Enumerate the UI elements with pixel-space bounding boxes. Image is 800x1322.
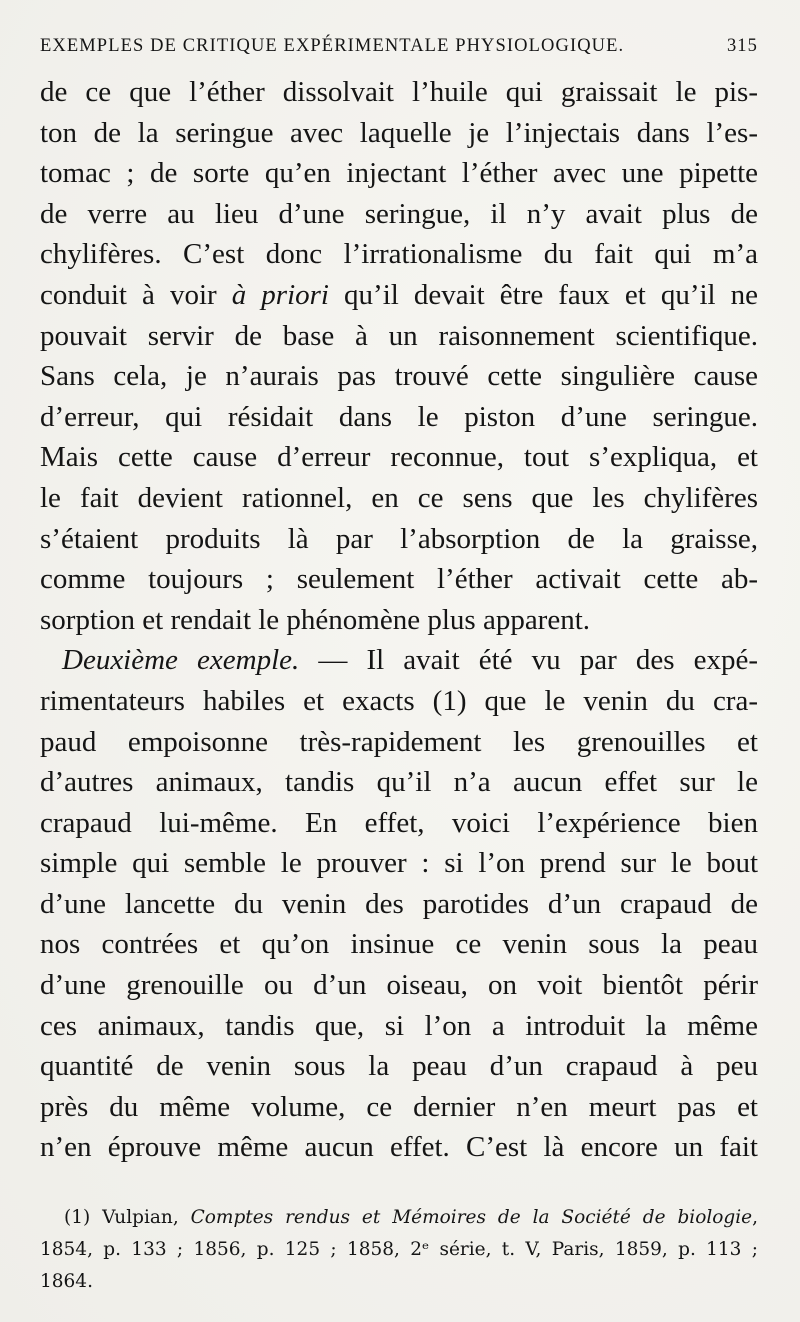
text-line: Mais cette cause d’erreur reconnue, tout s’expliqua, et xyxy=(40,441,758,474)
text-line: nos contrées et qu’on insinue ce venin sous la peau xyxy=(40,928,758,961)
text-line: d’une lancette du venin des parotides d’un crapaud de xyxy=(40,887,758,920)
running-header xyxy=(40,36,758,70)
footnote-line xyxy=(40,1202,758,1234)
text-line: près du même volume, ce dernier n’en meurt pas et xyxy=(40,1090,758,1123)
footnote-line: 1864. xyxy=(40,1271,93,1292)
text-line: ton de la seringue avec laquelle je l’injectais dans l’es- xyxy=(40,116,758,149)
text-segment: — Il avait été vu par des expé- xyxy=(299,644,758,677)
text-line: de ce que l’éther dissolvait l’huile qui graissait le pis- xyxy=(40,76,758,108)
text-line: s’étaient produits là par l’absorption de la graisse, xyxy=(40,522,758,555)
text-line xyxy=(40,640,758,681)
text-line: crapaud lui-même. En effet, voici l’expérience bien xyxy=(40,806,758,839)
text-line: d’erreur, qui résidait dans le piston d’une seringue. xyxy=(40,400,758,433)
text-line: tomac ; de sorte qu’en injectant l’éther avec une pipette xyxy=(40,157,758,190)
section-label: Deuxième exemple. xyxy=(62,644,300,677)
body-text xyxy=(40,72,758,1168)
text-line: n’en éprouve même aucun effet. C’est là encore un fait xyxy=(40,1131,758,1164)
text-line: quantité de venin sous la peau d’un crapaud à peu xyxy=(40,1050,758,1083)
text-segment: qu’il devait être faux et qu’il ne xyxy=(328,278,759,311)
footnote-line: 1854, p. 133 ; 1856, p. 125 ; 1858, 2ᵉ série, t. V, Paris, 1859, p. 113 ; xyxy=(40,1239,758,1260)
text-line: d’autres animaux, tandis qu’il n’a aucun effet sur le xyxy=(40,766,758,799)
text-line: d’une grenouille ou d’un oiseau, on voit bientôt périr xyxy=(40,969,758,1002)
text-line: ces animaux, tandis que, si l’on a introduit la même xyxy=(40,1009,758,1042)
running-header-title: EXEMPLES DE CRITIQUE EXPÉRIMENTALE PHYSIOLOGIQUE. xyxy=(40,36,625,56)
text-line: paud empoisonne très-rapidement les grenouilles et xyxy=(40,725,758,758)
text-line: le fait devient rationnel, en ce sens que les chylifères xyxy=(40,481,758,514)
text-line: de verre au lieu d’une seringue, il n’y avait plus de xyxy=(40,197,758,230)
text-line xyxy=(40,275,758,316)
footnote-segment: , xyxy=(752,1207,758,1228)
footnote xyxy=(40,1202,758,1298)
text-line: Sans cela, je n’aurais pas trouvé cette singulière cause xyxy=(40,360,758,393)
text-line: rimentateurs habiles et exacts (1) que le venin du cra- xyxy=(40,684,758,717)
footnote-citation-title: Comptes rendus et Mémoires de la Société de biologie xyxy=(190,1207,753,1228)
page-number: 315 xyxy=(726,36,758,56)
text-line: pouvait servir de base à un raisonnement scientifique. xyxy=(40,319,758,352)
footnote-segment: (1) Vulpian, xyxy=(64,1207,191,1228)
italic-phrase: à priori xyxy=(231,278,329,311)
text-line: sorption et rendait le phénomène plus apparent. xyxy=(40,603,591,636)
text-line: chylifères. C’est donc l’irrationalisme du fait qui m’a xyxy=(40,238,758,271)
text-line: comme toujours ; seulement l’éther activait cette ab- xyxy=(40,563,758,596)
text-line: simple qui semble le prouver : si l’on prend sur le bout xyxy=(40,847,758,880)
text-segment: conduit à voir xyxy=(40,278,232,311)
